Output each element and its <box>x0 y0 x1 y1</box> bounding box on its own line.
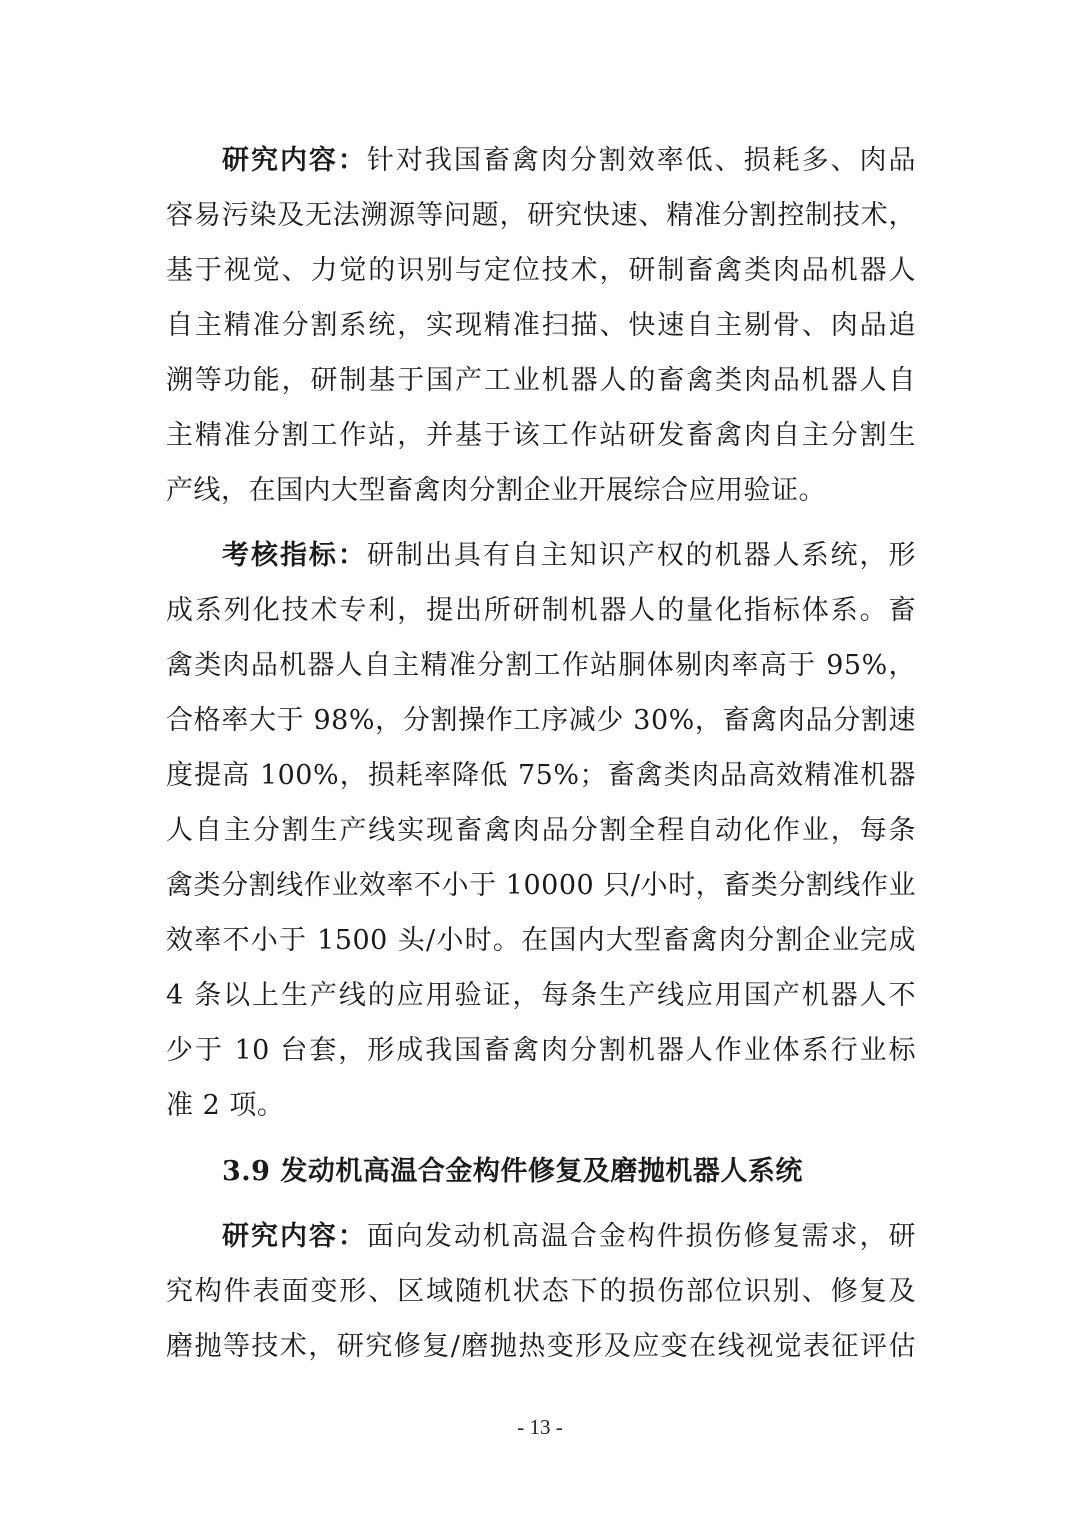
research-content-label: 研究内容： <box>222 1221 367 1252</box>
paragraph-line: 产线，在国内大型畜禽肉分割企业开展综合应用验证。 <box>166 475 826 506</box>
paragraph-line: 究构件表面变形、区域随机状态下的损伤部位识别、修复及 <box>166 1276 916 1307</box>
paragraph-line: 磨抛等技术，研究修复/磨抛热变形及应变在线视觉表征评估 <box>166 1331 916 1362</box>
paragraph-line: 基于视觉、力觉的识别与定位技术，研制畜禽类肉品机器人 <box>166 255 916 286</box>
paragraph-text: 面向发动机高温合金构件损伤修复需求，研 <box>366 1221 917 1252</box>
paragraph-line: 主精准分割工作站，并基于该工作站研发畜禽肉自主分割生 <box>166 420 916 451</box>
paragraph-line: 4 条以上生产线的应用验证，每条生产线应用国产机器人不 <box>166 980 916 1011</box>
paragraph-line: 少于 10 台套，形成我国畜禽肉分割机器人作业体系行业标 <box>166 1035 916 1066</box>
paragraph-line: 合格率大于 98%，分割操作工序减少 30%，畜禽肉品分割速 <box>166 705 916 736</box>
paragraph-line: 度提高 100%，损耗率降低 75%；畜禽类肉品高效精准机器 <box>166 760 916 791</box>
research-content-label: 研究内容： <box>222 145 367 176</box>
paragraph-line: 溯等功能，研制基于国产工业机器人的畜禽类肉品机器人自 <box>166 365 916 396</box>
paragraph-line: 人自主分割生产线实现畜禽肉品分割全程自动化作业，每条 <box>166 815 916 846</box>
paragraph-line <box>222 1217 916 1257</box>
paragraph-line <box>222 536 916 576</box>
paragraph-line: 准 2 项。 <box>166 1090 285 1121</box>
paragraph-line: 自主精准分割系统，实现精准扫描、快速自主剔骨、肉品追 <box>166 310 916 341</box>
section-heading: 3.9 发动机高温合金构件修复及磨抛机器人系统 <box>222 1156 803 1187</box>
assessment-index-label: 考核指标： <box>222 540 367 571</box>
paragraph-line: 禽类肉品机器人自主精准分割工作站胴体剔肉率高于 95%， <box>166 650 916 681</box>
paragraph-line: 禽类分割线作业效率不小于 10000 只/小时，畜类分割线作业 <box>166 870 916 901</box>
paragraph-text: 针对我国畜禽肉分割效率低、损耗多、肉品 <box>366 145 917 176</box>
paragraph-text: 研制出具有自主知识产权的机器人系统，形 <box>366 540 917 571</box>
paragraph-line: 效率不小于 1500 头/小时。在国内大型畜禽肉分割企业完成 <box>166 925 916 956</box>
paragraph-line: 容易污染及无法溯源等问题，研究快速、精准分割控制技术， <box>166 200 916 231</box>
paragraph-line <box>222 141 916 181</box>
paragraph-line: 成系列化技术专利，提出所研制机器人的量化指标体系。畜 <box>166 595 916 626</box>
page-number: - 13 - <box>517 1415 563 1439</box>
